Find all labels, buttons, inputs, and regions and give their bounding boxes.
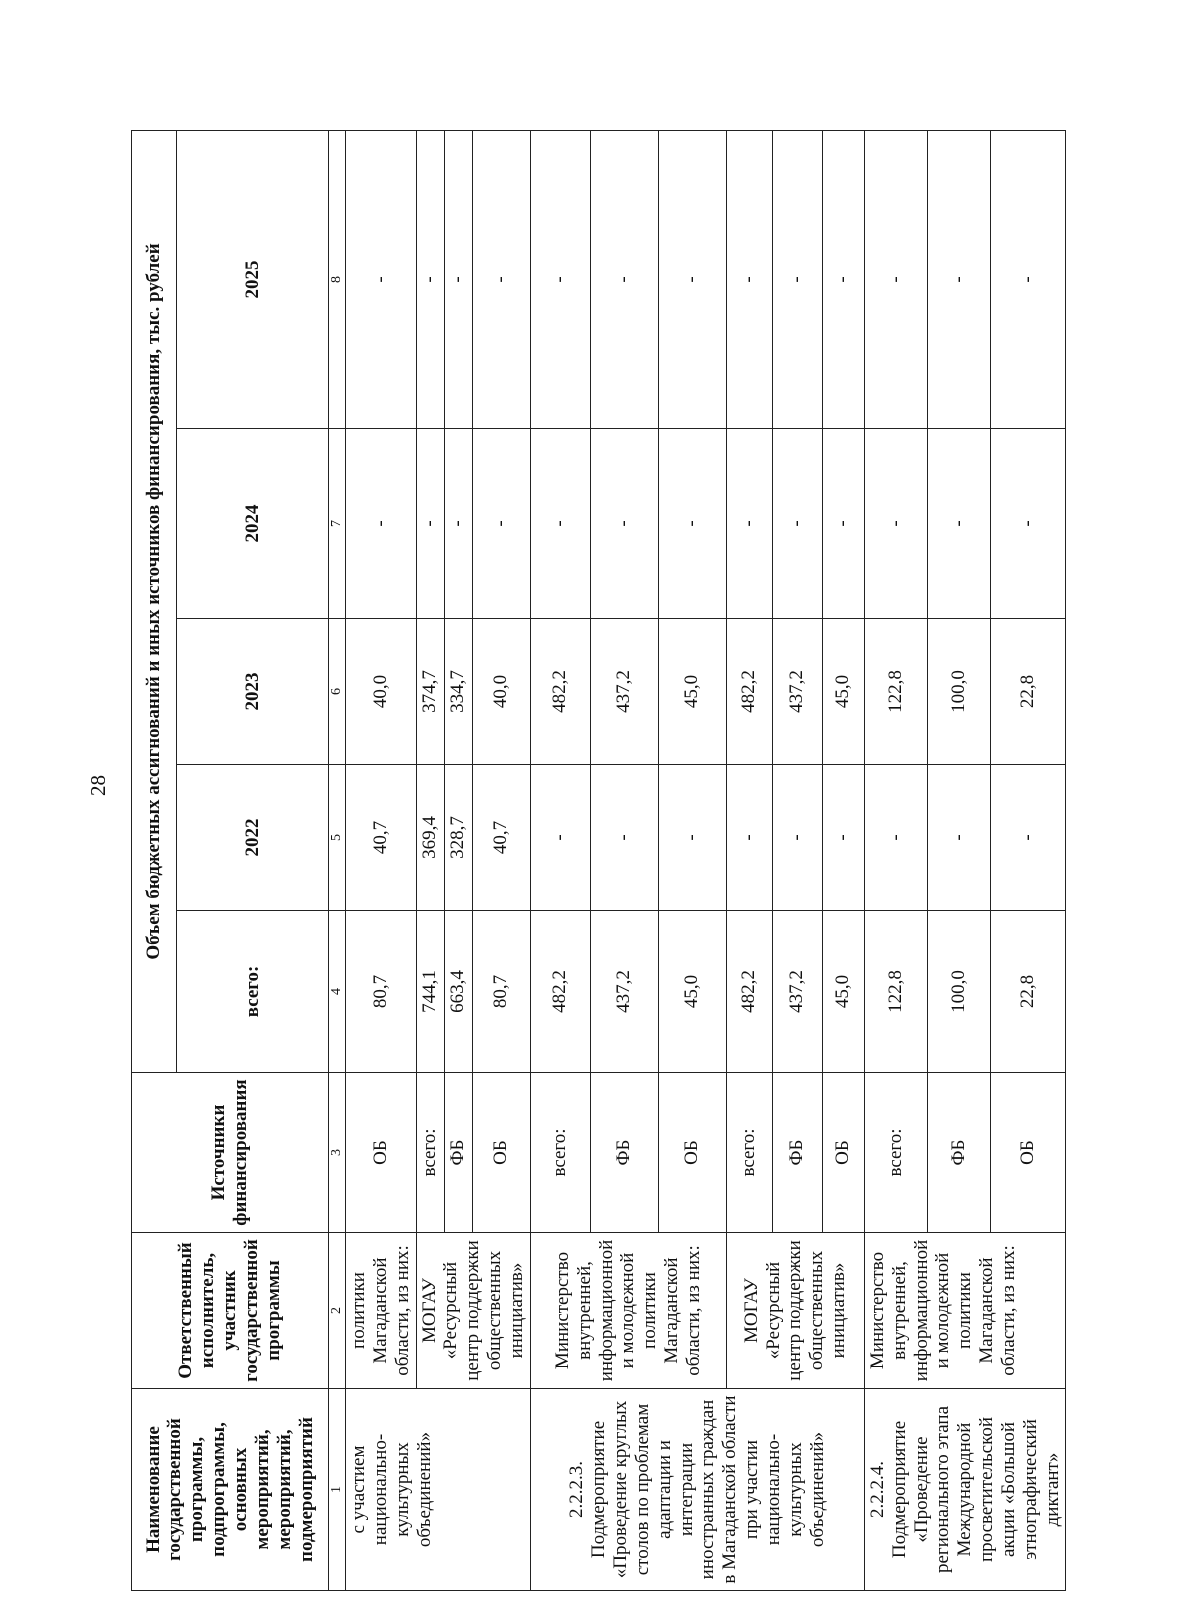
activity-name: с участием национально-культурных объединений» [346,1389,531,1591]
value-2023: 22,8 [991,619,1066,765]
value-2025: - [530,130,590,428]
value-2023: 40,0 [472,619,530,765]
activity-name: 2.2.2.4. Подмероприятие «Проведение регионального этапа Международной просветительской акции «Большой этнографический диктант» [864,1389,1066,1591]
value-2023: 374,7 [416,619,444,765]
value-2022: 328,7 [444,765,472,911]
header-sources: Источники финансирования [132,1073,329,1233]
header-2022: 2022 [177,765,329,911]
value-2024: - [346,429,417,619]
value-2022: - [590,765,658,911]
value-2024: - [864,429,927,619]
source-cell: ФБ [444,1073,472,1233]
column-number: 5 [329,765,346,911]
header-executor: Ответственный исполнитель, участник государственной программы [132,1233,329,1389]
header-2024: 2024 [177,429,329,619]
value-total: 663,4 [444,911,472,1073]
executor-cell: Министерство внутренней, информационной и молодежной политики Магаданской области, из них: [530,1233,726,1389]
value-total: 437,2 [772,911,822,1073]
value-2023: 437,2 [772,619,822,765]
value-2022: - [927,765,990,911]
value-2022: - [822,765,864,911]
value-2025: - [416,130,444,428]
source-cell: ОБ [991,1073,1066,1233]
executor-cell: Министерство внутренней, информационной и молодежной политики Магаданской области, из них: [864,1233,1066,1389]
executor-cell: МОГАУ «Ресурсный центр поддержки общественных инициатив» [416,1233,530,1389]
value-2022: - [726,765,772,911]
value-2025: - [444,130,472,428]
value-2025: - [726,130,772,428]
value-total: 744,1 [416,911,444,1073]
value-2024: - [927,429,990,619]
table-row [416,130,444,1590]
value-2025: - [772,130,822,428]
value-2022: 369,4 [416,765,444,911]
source-cell: ОБ [658,1073,726,1233]
value-2025: - [346,130,417,428]
header-financing-group: Объем бюджетных ассигнований и иных источников финансирования, тыс. рублей [132,130,177,1072]
header-2025: 2025 [177,130,329,428]
value-total: 22,8 [991,911,1066,1073]
value-2024: - [590,429,658,619]
value-total: 45,0 [658,911,726,1073]
header-name: Наименование государственной программы, подпрограммы, основных мероприятий, мероприятий, подмероприятий [132,1389,329,1591]
table-row [346,130,417,1590]
value-total: 482,2 [530,911,590,1073]
source-cell: ФБ [927,1073,990,1233]
value-2024: - [772,429,822,619]
value-2023: 334,7 [444,619,472,765]
value-total: 80,7 [346,911,417,1073]
value-2025: - [991,130,1066,428]
source-cell: всего: [726,1073,772,1233]
value-2024: - [416,429,444,619]
source-cell: ФБ [772,1073,822,1233]
value-total: 45,0 [822,911,864,1073]
column-number-row [329,130,346,1590]
source-cell: ОБ [472,1073,530,1233]
value-2025: - [864,130,927,428]
value-2025: - [927,130,990,428]
column-number: 2 [329,1233,346,1389]
value-total: 80,7 [472,911,530,1073]
value-2022: - [772,765,822,911]
table-row [726,130,772,1590]
value-2025: - [658,130,726,428]
column-number: 1 [329,1389,346,1591]
rotated-table-container [131,131,1061,1591]
value-2024: - [530,429,590,619]
value-2023: 100,0 [927,619,990,765]
value-total: 482,2 [726,911,772,1073]
value-2023: 40,0 [346,619,417,765]
source-cell: всего: [416,1073,444,1233]
value-2024: - [472,429,530,619]
source-cell: ОБ [822,1073,864,1233]
value-2024: - [991,429,1066,619]
table-row [864,130,927,1590]
value-2022: - [991,765,1066,911]
value-2024: - [444,429,472,619]
value-2025: - [472,130,530,428]
value-2024: - [726,429,772,619]
header-total: всего: [177,911,329,1073]
column-number: 4 [329,911,346,1073]
value-2023: 122,8 [864,619,927,765]
value-2025: - [590,130,658,428]
value-2024: - [658,429,726,619]
executor-cell: МОГАУ «Ресурсный центр поддержки общественных инициатив» [726,1233,864,1389]
value-2022: - [530,765,590,911]
executor-cell: политики Магаданской области, из них: [346,1233,417,1389]
source-cell: ОБ [346,1073,417,1233]
value-2022: - [658,765,726,911]
activity-name: 2.2.2.3. Подмероприятие «Проведение круглых столов по проблемам адаптации и интеграции иностранных граждан в Магаданской области при участии национально-культурных объединений» [530,1389,864,1591]
value-2023: 482,2 [726,619,772,765]
value-2022: 40,7 [472,765,530,911]
value-2025: - [822,130,864,428]
source-cell: всего: [864,1073,927,1233]
column-number: 7 [329,429,346,619]
value-total: 437,2 [590,911,658,1073]
value-2023: 45,0 [822,619,864,765]
value-total: 100,0 [927,911,990,1073]
value-2023: 45,0 [658,619,726,765]
financing-table [131,130,1066,1591]
value-2024: - [822,429,864,619]
table-row [530,130,590,1590]
source-cell: ФБ [590,1073,658,1233]
value-2023: 437,2 [590,619,658,765]
value-total: 122,8 [864,911,927,1073]
header-2023: 2023 [177,619,329,765]
source-cell: всего: [530,1073,590,1233]
page-number: 28 [86,775,110,796]
column-number: 3 [329,1073,346,1233]
value-2022: 40,7 [346,765,417,911]
header-row-1 [132,130,177,1590]
value-2022: - [864,765,927,911]
column-number: 8 [329,130,346,428]
value-2023: 482,2 [530,619,590,765]
column-number: 6 [329,619,346,765]
